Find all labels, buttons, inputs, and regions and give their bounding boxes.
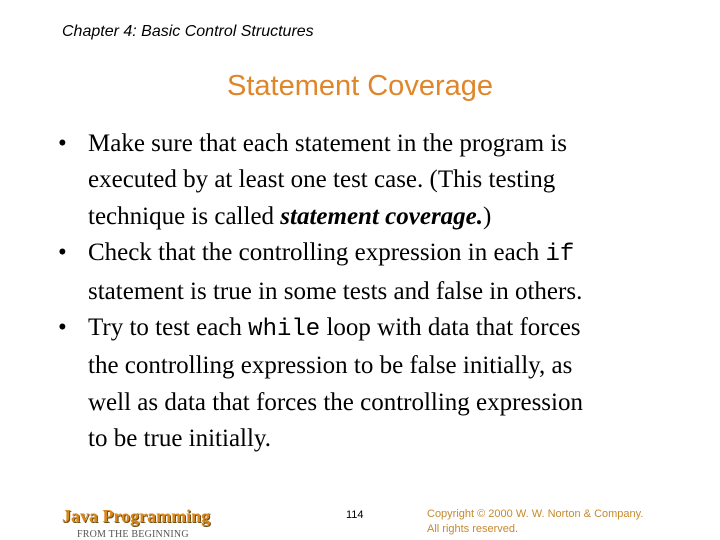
book-subtitle: FROM THE BEGINNING <box>77 529 189 540</box>
bullet-line: to be true initially. <box>88 425 272 453</box>
bullet-line <box>88 310 698 348</box>
bullet-line: the controlling expression to be false initially, as <box>88 352 573 380</box>
bullet-line: Make sure that each statement in the program is <box>88 130 568 157</box>
bullet-line: statement is true in some tests and false in others. <box>88 277 583 305</box>
bullet-mark: • <box>58 239 67 267</box>
page-number: 114 <box>346 509 364 521</box>
bullet-text: loop with data that forces <box>320 314 581 342</box>
bullet-item <box>58 310 698 458</box>
copyright-line: Copyright © 2000 W. W. Norton & Company. <box>427 508 644 520</box>
bullet-line: well as data that forces the controlling expression <box>88 388 583 416</box>
bullet-item <box>58 126 698 235</box>
bullet-text: Check that the controlling expression in each <box>88 239 546 267</box>
copyright-notice <box>427 507 643 537</box>
bullet-text: technique is called <box>88 202 281 230</box>
slide-title: Statement Coverage <box>227 70 493 102</box>
book-title: Java Programming <box>62 506 211 526</box>
chapter-header: Chapter 4: Basic Control Structures <box>62 23 314 40</box>
code-keyword: if <box>545 241 575 269</box>
bullet-mark: • <box>58 314 67 342</box>
bullet-list <box>58 126 698 458</box>
bullet-item <box>58 235 698 310</box>
bullet-line <box>88 235 698 273</box>
code-keyword: while <box>248 316 321 344</box>
emphasized-term: statement coverage. <box>280 202 484 230</box>
bullet-line <box>88 199 698 235</box>
bullet-line: executed by at least one test case. (This testing <box>88 166 556 194</box>
copyright-line: All rights reserved. <box>427 523 519 535</box>
bullet-text: Try to test each <box>88 314 249 342</box>
bullet-text: ) <box>483 202 492 230</box>
bullet-mark: • <box>58 130 67 157</box>
